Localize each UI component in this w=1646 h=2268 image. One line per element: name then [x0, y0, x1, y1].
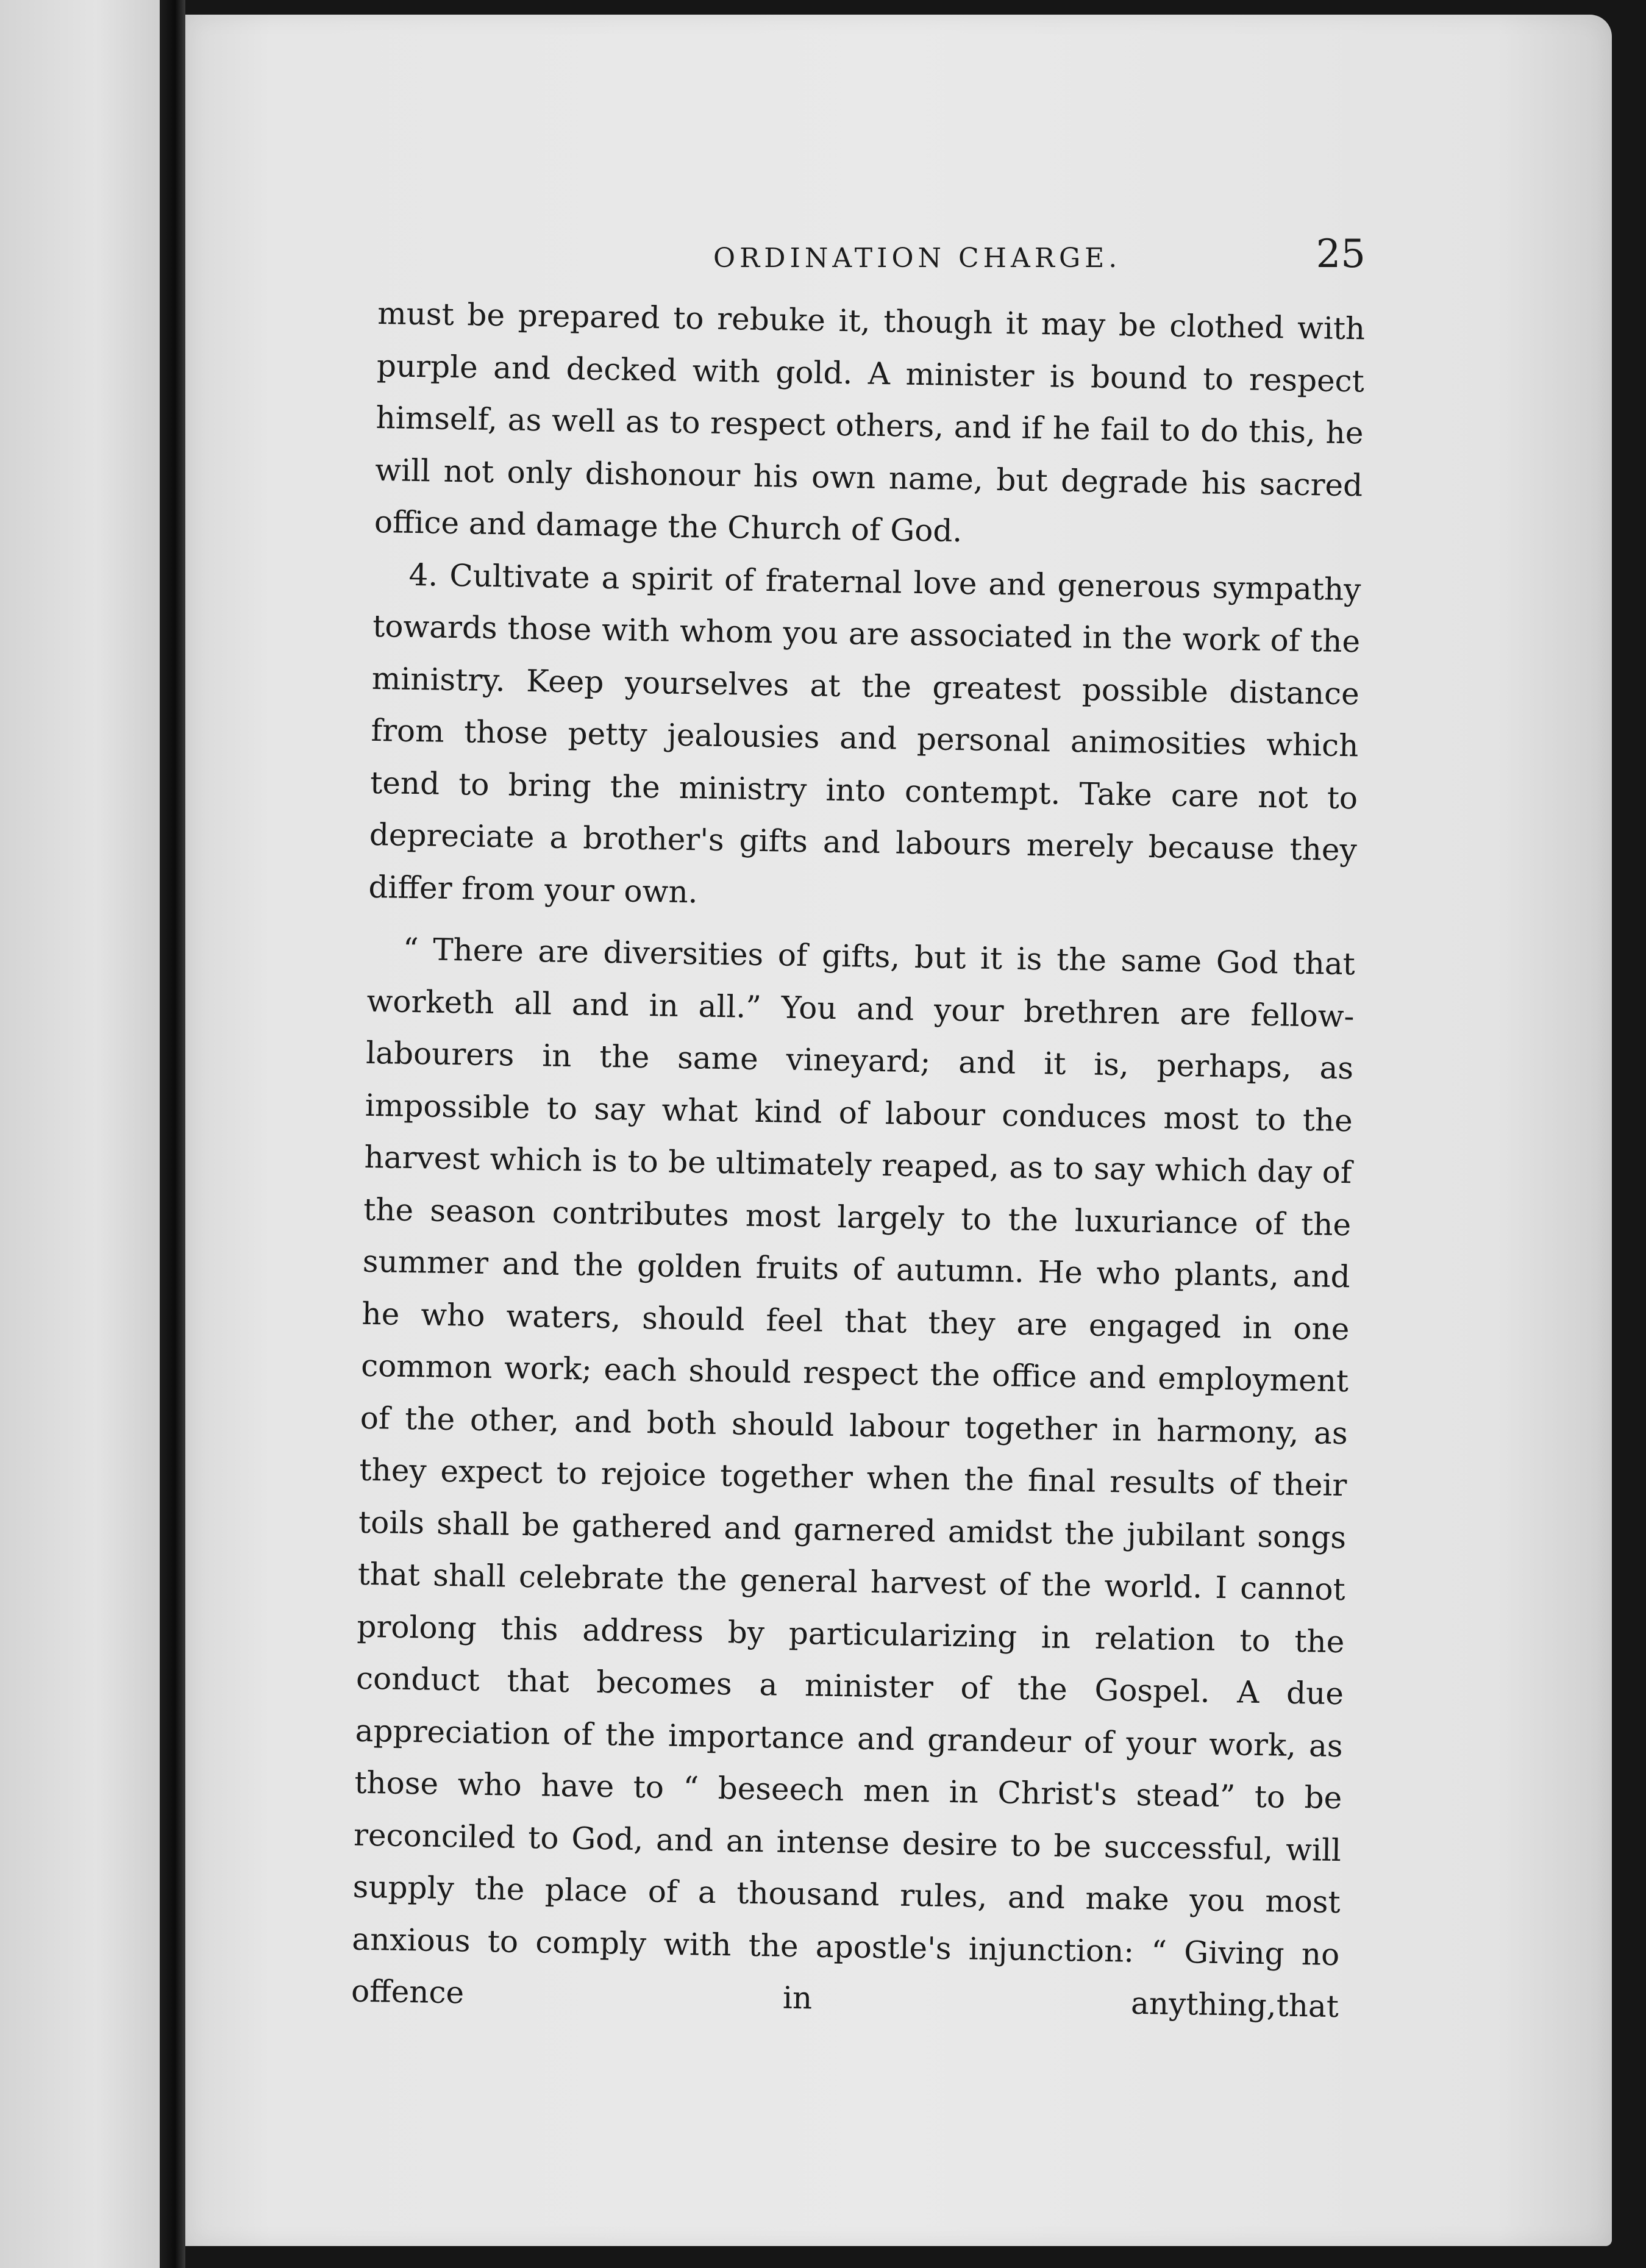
- paragraph-continuation: must be prepared to rebuke it, though it may be clothed with purple and decked with gold. A minister is bound to respect himself, as well as to respect others, and if he fail to do this, he will not only dishonour his own name, but degrade his sacred office and damage the Church of God.: [374, 295, 1366, 549]
- page-number: 25: [1316, 232, 1366, 277]
- book-gutter: [160, 0, 185, 2268]
- paragraph-point-4: 4. Cultivate a spirit of fraternal love and generous sympathy towards those with whom you are associated in the work of the ministry. Keep yourselves at the greatest possible distance from those petty jealousies and personal animosities which tend to bring the ministry into contempt. Take care not to depreciate a brother's gifts and labours merely because they differ from your own.: [368, 557, 1361, 910]
- running-head: [390, 232, 1366, 287]
- facing-page-edge: [0, 0, 160, 2268]
- body-text: [351, 288, 1365, 2033]
- paragraph-quotation: “ There are diversities of gifts, but it is the same God that worketh all and in all.” You and your brethren are fellow-labourers in the same vineyard; and it is, perhaps, as impossible to say what kind of labour conduces most to the harvest which is to be ultimately reaped, as to say which day of the season contributes most largely to the luxuriance of the summer and the golden fruits of autumn. He who plants, and he who waters, should feel that they are engaged in one common work; each should respect the office and employment of the other, and both should labour together in harmony, as they expect to rejoice together when the final results of their toils shall be gathered and garnered amidst the jubilant songs that shall celebrate the general harvest of the world. I cannot prolong this address by particularizing in relation to the conduct that becomes a minister of the Gospel. A due appreciation of the importance and grandeur of your work, as those who have to “ beseech men in Christ's stead” to be reconciled to God, and an intense desire to be successful, will supply the place of a thousand rules, and make you most anxious to comply with the apostle's injunction: “ Giving no offence in anything,that: [351, 931, 1356, 2025]
- running-head-title: ORDINATION CHARGE.: [713, 243, 1122, 274]
